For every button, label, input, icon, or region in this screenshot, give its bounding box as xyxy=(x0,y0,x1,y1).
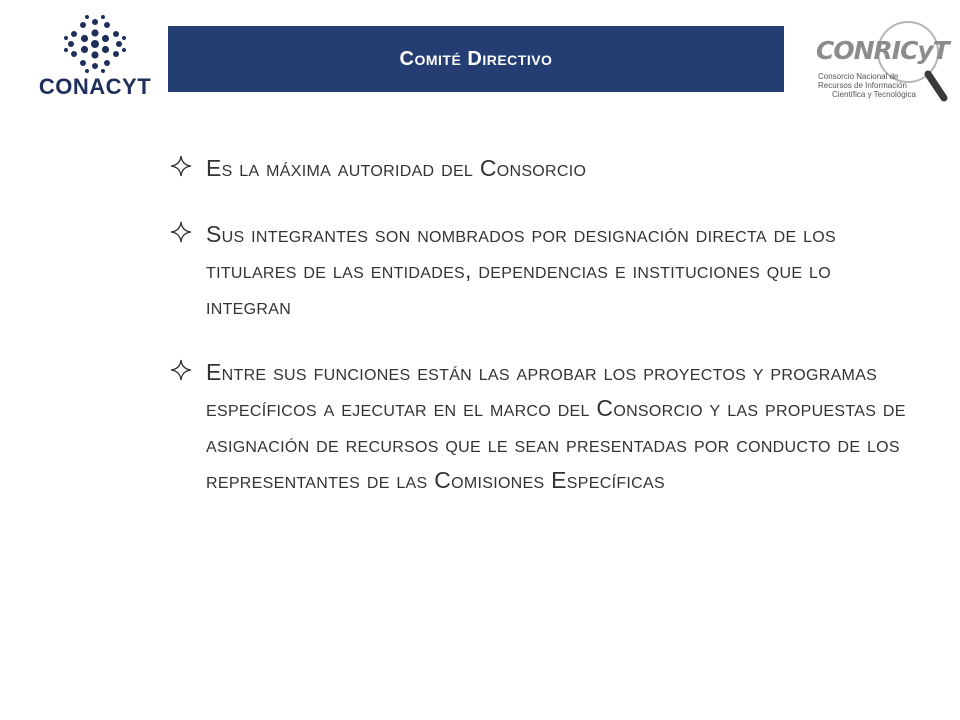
conacyt-dots-icon xyxy=(62,14,128,74)
conricyt-subtitle-line: Científica y Tecnológica xyxy=(832,90,916,99)
four-point-star-icon xyxy=(170,221,192,243)
bullet-text: Sus integrantes son nombrados por designación directa de los titulares de las entidades, dependencias e instituciones que lo integran xyxy=(206,221,837,319)
conricyt-logo xyxy=(808,14,948,110)
conricyt-wordmark: CONRICyT xyxy=(816,36,949,65)
conacyt-logo xyxy=(30,14,160,100)
bullet-text: Entre sus funciones están las aprobar los proyectos y programas específicos a ejecutar en el marco del Consorcio y las propuestas de asignación de recursos que le sean presentadas por conducto de los representantes de las Comisiones Específicas xyxy=(206,359,906,493)
page-title: Comité Directivo xyxy=(399,47,553,70)
bullet-list xyxy=(170,150,910,528)
conricyt-subtitle xyxy=(818,72,938,99)
bullet-item xyxy=(170,216,910,324)
bullet-text: Es la máxima autoridad del Consorcio xyxy=(206,155,587,181)
four-point-star-icon xyxy=(170,359,192,381)
conacyt-wordmark: CONACYT xyxy=(38,74,152,99)
four-point-star-icon xyxy=(170,155,192,177)
title-banner xyxy=(168,26,784,92)
conricyt-subtitle-line: Recursos de Información xyxy=(818,81,907,90)
bullet-item xyxy=(170,354,910,498)
conricyt-subtitle-line: Consorcio Nacional de xyxy=(818,72,899,81)
bullet-item xyxy=(170,150,910,186)
